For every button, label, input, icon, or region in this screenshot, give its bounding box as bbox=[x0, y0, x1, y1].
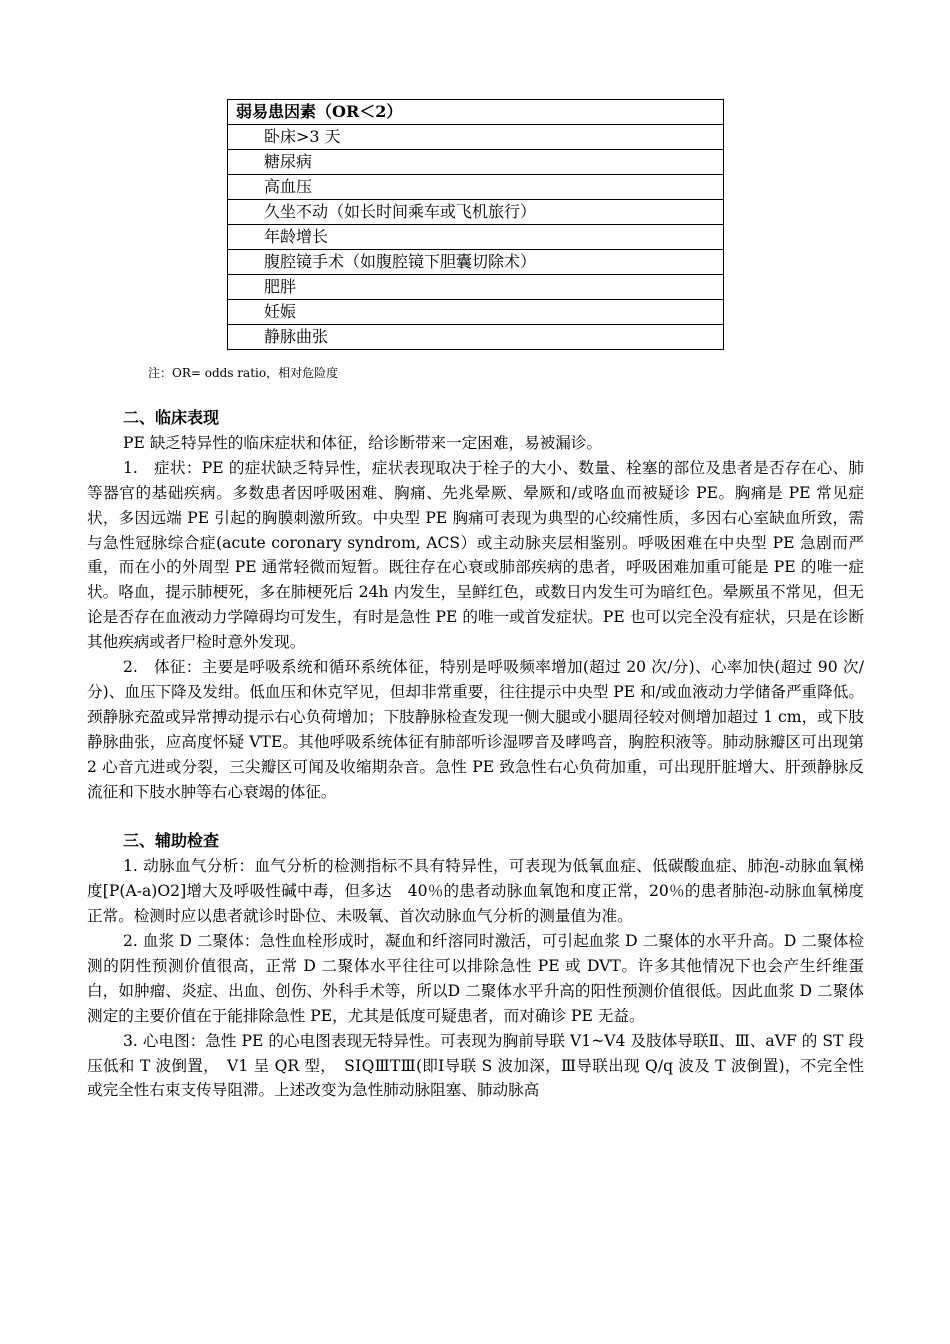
paragraph-ecg: 3. 心电图：急性 PE 的心电图表现无特异性。可表现为胸前导联 V1~V4 及肢体导联Ⅱ、Ⅲ、aVF 的 ST 段压低和 T 波倒置， V1 呈 QR 型， SⅠQⅢTⅢ(即Ⅰ导联 S 波加深，Ⅲ导联出现 Q/q 波及 T 波倒置)，不完全性或完全性右束支传导阻滞。上述改变为急性肺动脉阻塞、肺动脉高 bbox=[87, 1031, 864, 1100]
table-cell: 年龄增长 bbox=[228, 225, 724, 250]
table-row bbox=[228, 300, 724, 325]
paragraph-blood-gas: 1. 动脉血气分析：血气分析的检测指标不具有特异性，可表现为低氧血症、低碳酸血症、肺泡-动脉血氧梯度[P(A-a)O2]增大及呼吸性碱中毒，但多达 40％的患者动脉血氧饱和度正常，20％的患者肺泡-动脉血氧梯度正常。检测时应以患者就诊时卧位、未吸氧、首次动脉血气分析的测量值为准。 bbox=[87, 857, 864, 926]
table-row bbox=[228, 250, 724, 275]
paragraph-d-dimer: 2. 血浆 D 二聚体：急性血栓形成时，凝血和纤溶同时激活，可引起血浆 D 二聚体的水平升高。D 二聚体检测的阴性预测价值很高，正常 D 二聚体水平往往可以排除急性 PE 或 DVT。许多其他情况下也会产生纤维蛋白，如肿瘤、炎症、出血、创伤、外科手术等，所以D 二聚体水平升高的阳性预测价值很低。因此血浆 D 二聚体测定的主要价值在于能排除急性 PE，尤其是低度可疑患者，而对确诊 PE 无益。 bbox=[87, 931, 864, 1025]
paragraph-symptoms: 1. 症状：PE 的症状缺乏特异性，症状表现取决于栓子的大小、数量、栓塞的部位及患者是否存在心、肺等器官的基础疾病。多数患者因呼吸困难、胸痛、先兆晕厥、晕厥和/或咯血而被疑诊 PE。胸痛是 PE 常见症状，多因远端 PE 引起的胸膜刺激所致。中央型 PE 胸痛可表现为典型的心绞痛性质，多因右心室缺血所致，需与急性冠脉综合症(acute coronary syndrom, ACS）或主动脉夹层相鉴别。呼吸困难在中央型 PE 急剧而严重，而在小的外周型 PE 通常轻微而短暂。既往存在心衰或肺部疾病的患者，呼吸困难加重可能是 PE 的唯一症状。咯血，提示肺梗死，多在肺梗死后 24h 内发生，呈鲜红色，或数日内发生可为暗红色。晕厥虽不常见，但无论是否存在血液动力学障碍均可发生，有时是急性 PE 的唯一或首发症状。PE 也可以完全没有症状，只是在诊断其他疾病或者尸检时意外发现。 bbox=[87, 458, 864, 652]
table-cell: 静脉曲张 bbox=[228, 325, 724, 350]
table-row bbox=[228, 125, 724, 150]
paragraph-clinical-intro: PE 缺乏特异性的临床症状和体征，给诊断带来一定困难，易被漏诊。 bbox=[123, 433, 603, 452]
table-cell: 卧床>3 天 bbox=[228, 125, 724, 150]
table-cell: 久坐不动（如长时间乘车或飞机旅行） bbox=[228, 200, 724, 225]
section-heading-clinical: 二、临床表现 bbox=[123, 408, 220, 427]
table-row bbox=[228, 325, 724, 350]
section-spacer bbox=[87, 804, 864, 829]
table-row bbox=[228, 225, 724, 250]
table-row bbox=[228, 150, 724, 175]
table-row bbox=[228, 275, 724, 300]
body-text bbox=[87, 406, 864, 1103]
section-heading-auxiliary: 三、辅助检查 bbox=[123, 831, 220, 851]
table-row bbox=[228, 200, 724, 225]
table-footnote: 注：OR= odds ratio，相对危险度 bbox=[148, 366, 339, 380]
paragraph-signs: 2. 体征：主要是呼吸系统和循环系统体征，特别是呼吸频率增加(超过 20 次/分)、心率加快(超过 90 次/分)、血压下降及发绀。低血压和休克罕见，但却非常重要，往往提示中央型 PE 和/或血液动力学储备严重降低。颈静脉充盈或异常搏动提示右心负荷增加；下肢静脉检查发现一侧大腿或小腿周径较对侧增加超过 1 cm，或下肢静脉曲张，应高度怀疑 VTE。其他呼吸系统体征有肺部听诊湿啰音及哮鸣音，胸腔积液等。肺动脉瓣区可出现第 2 心音亢进或分裂，三尖瓣区可闻及收缩期杂音。急性 PE 致急性右心负荷加重，可出现肝脏增大、肝颈静脉反流征和下肢水肿等右心衰竭的体征。 bbox=[87, 658, 864, 801]
table-cell: 肥胖 bbox=[228, 275, 724, 300]
table-row bbox=[228, 175, 724, 200]
table-cell: 糖尿病 bbox=[228, 150, 724, 175]
table-cell: 腹腔镜手术（如腹腔镜下胆囊切除术） bbox=[228, 250, 724, 275]
table-header-cell: 弱易患因素（OR＜2） bbox=[228, 100, 724, 125]
table-cell: 高血压 bbox=[228, 175, 724, 200]
table-cell: 妊娠 bbox=[228, 300, 724, 325]
risk-factor-table bbox=[227, 99, 724, 350]
table-header-row bbox=[228, 100, 724, 125]
